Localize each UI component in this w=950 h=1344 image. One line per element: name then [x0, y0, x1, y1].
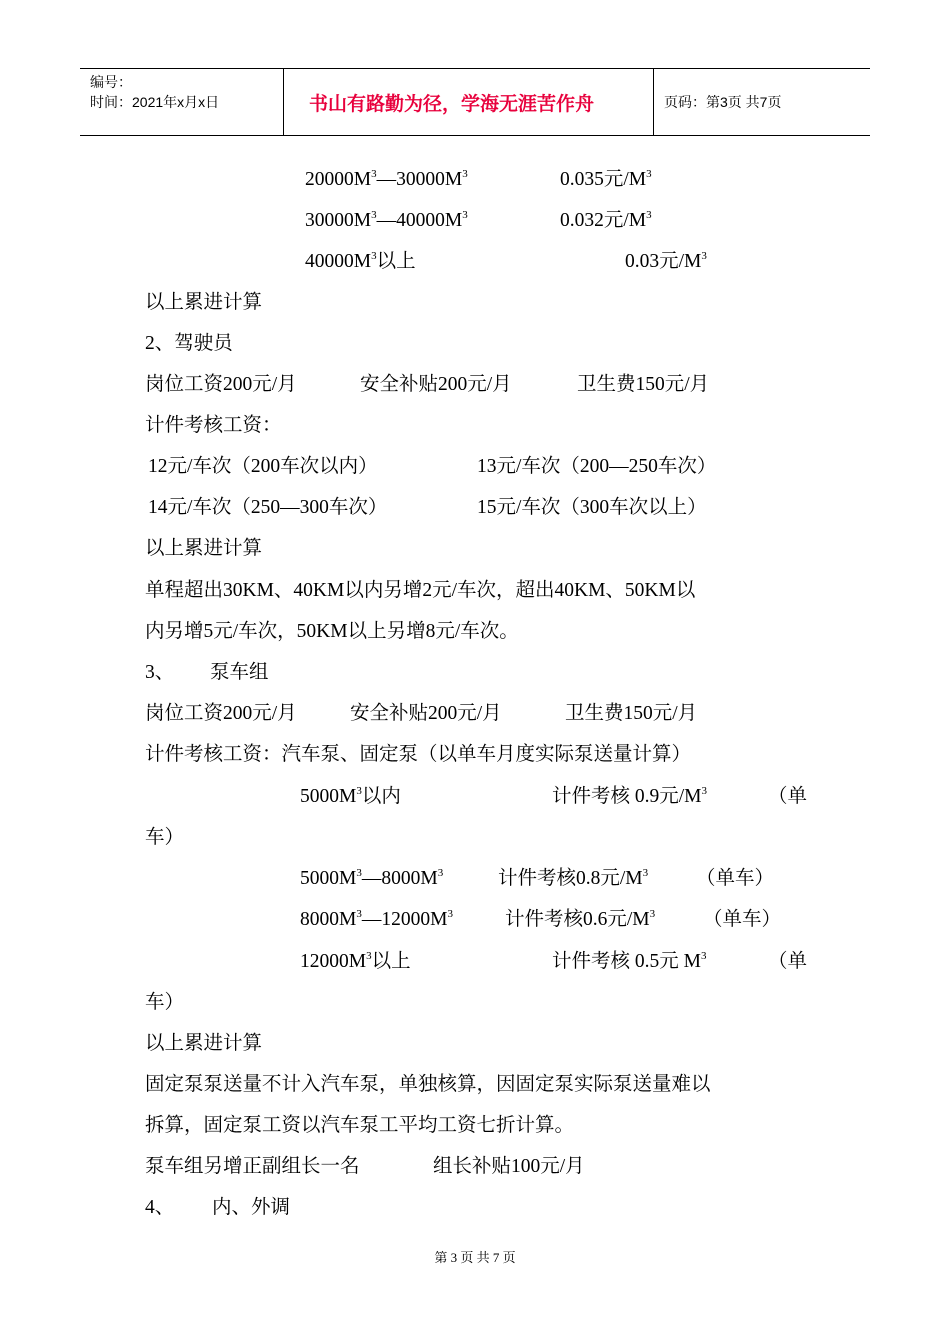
- time-label: 时间：2021年x月x日: [90, 94, 220, 110]
- pump-hygiene: 卫生费150元/月: [565, 703, 698, 724]
- page-header: [80, 68, 870, 136]
- rate-1-price: 0.035元$/M^3$: [560, 168, 652, 190]
- pump-rate-1-unit-a: （单: [768, 786, 808, 807]
- pump-rate-1-unit-b: 车）: [145, 827, 185, 848]
- leader-note-1: 泵车组另增正副组长一名: [145, 1156, 360, 1177]
- section4-heading: 内、外调: [212, 1197, 291, 1218]
- cumulative-note-1: 以上累进计算: [145, 292, 263, 313]
- header-motto: 书山有路勤为径，学海无涯苦作舟: [283, 69, 654, 135]
- page-footer: 第 3 页 共 7 页: [434, 1250, 516, 1265]
- section4-number: 4、: [145, 1197, 175, 1218]
- rate-2-range: $30000M^3—40000M^3$: [305, 209, 468, 231]
- pump-rate-3-unit: （单车）: [703, 909, 782, 930]
- rate-3-range: $40000M^3$以上: [305, 250, 416, 272]
- leader-note-2: 组长补贴100元/月: [433, 1156, 585, 1177]
- pump-rate-2-unit: （单车）: [696, 868, 775, 889]
- cumulative-note-2: 以上累进计算: [145, 538, 263, 559]
- pump-rate-3-price: 计件考核0.6元$/M^3$: [505, 908, 656, 930]
- pump-piece-label: 计件考核工资：汽车泵、固定泵（以单车月度实际泵送量计算）: [145, 744, 692, 765]
- number-label: 编号：: [90, 74, 132, 90]
- cumulative-note-3: 以上累进计算: [145, 1033, 263, 1054]
- trip-rate-3: 14元/车次（250—300车次）: [148, 497, 388, 518]
- pump-rate-4-unit-a: （单: [768, 951, 808, 972]
- rate-1-range: $20000M^3—30000M^3$: [305, 168, 468, 190]
- driver-hygiene: 卫生费150元/月: [577, 374, 710, 395]
- rate-3-price: 0.03元$/M^3$: [625, 250, 707, 272]
- driver-heading: 2、驾驶员: [145, 333, 233, 354]
- driver-post-wage: 岗位工资200元/月: [145, 374, 297, 395]
- pump-rate-2-range: $5000M^3—8000M^3$: [300, 867, 444, 889]
- pump-rate-2-price: 计件考核0.8元$/M^3$: [498, 867, 649, 889]
- distance-rule-1: 单程超出30KM、40KM以内另增2元/车次，超出40KM、50KM以: [145, 580, 696, 601]
- driver-safety: 安全补贴200元/月: [360, 374, 512, 395]
- pump-post-wage: 岗位工资200元/月: [145, 703, 297, 724]
- pump-rate-1-range: $5000M^3$以内: [300, 785, 401, 807]
- pump-rate-1-price: 计件考核 0.9元$/M^3$: [552, 785, 708, 807]
- fixed-pump-note-1: 固定泵泵送量不计入汽车泵，单独核算，因固定泵实际泵送量难以: [145, 1074, 711, 1095]
- header-page-info: 页码：第3页 共7页: [664, 94, 782, 110]
- distance-rule-2: 内另增5元/车次，50KM以上另增8元/车次。: [145, 621, 519, 642]
- pump-rate-3-range: $8000M^3—12000M^3$: [300, 908, 453, 930]
- header-meta: [80, 69, 283, 135]
- rate-2-price: 0.032元$/M^3$: [560, 209, 652, 231]
- pump-number: 3、: [145, 662, 175, 683]
- trip-rate-2: 13元/车次（200—250车次）: [477, 456, 717, 477]
- driver-piece-label: 计件考核工资：: [145, 415, 282, 436]
- pump-rate-4-unit-b: 车）: [145, 992, 185, 1013]
- pump-rate-4-price: 计件考核 0.5元 $M^3$: [552, 950, 707, 972]
- trip-rate-1: 12元/车次（200车次以内）: [148, 456, 378, 477]
- fixed-pump-note-2: 拆算，固定泵工资以汽车泵工平均工资七折计算。: [145, 1115, 575, 1136]
- trip-rate-4: 15元/车次（300车次以上）: [477, 497, 707, 518]
- pump-safety: 安全补贴200元/月: [350, 703, 502, 724]
- pump-rate-4-range: $12000M^3$以上: [300, 950, 411, 972]
- pump-heading: 泵车组: [210, 662, 269, 683]
